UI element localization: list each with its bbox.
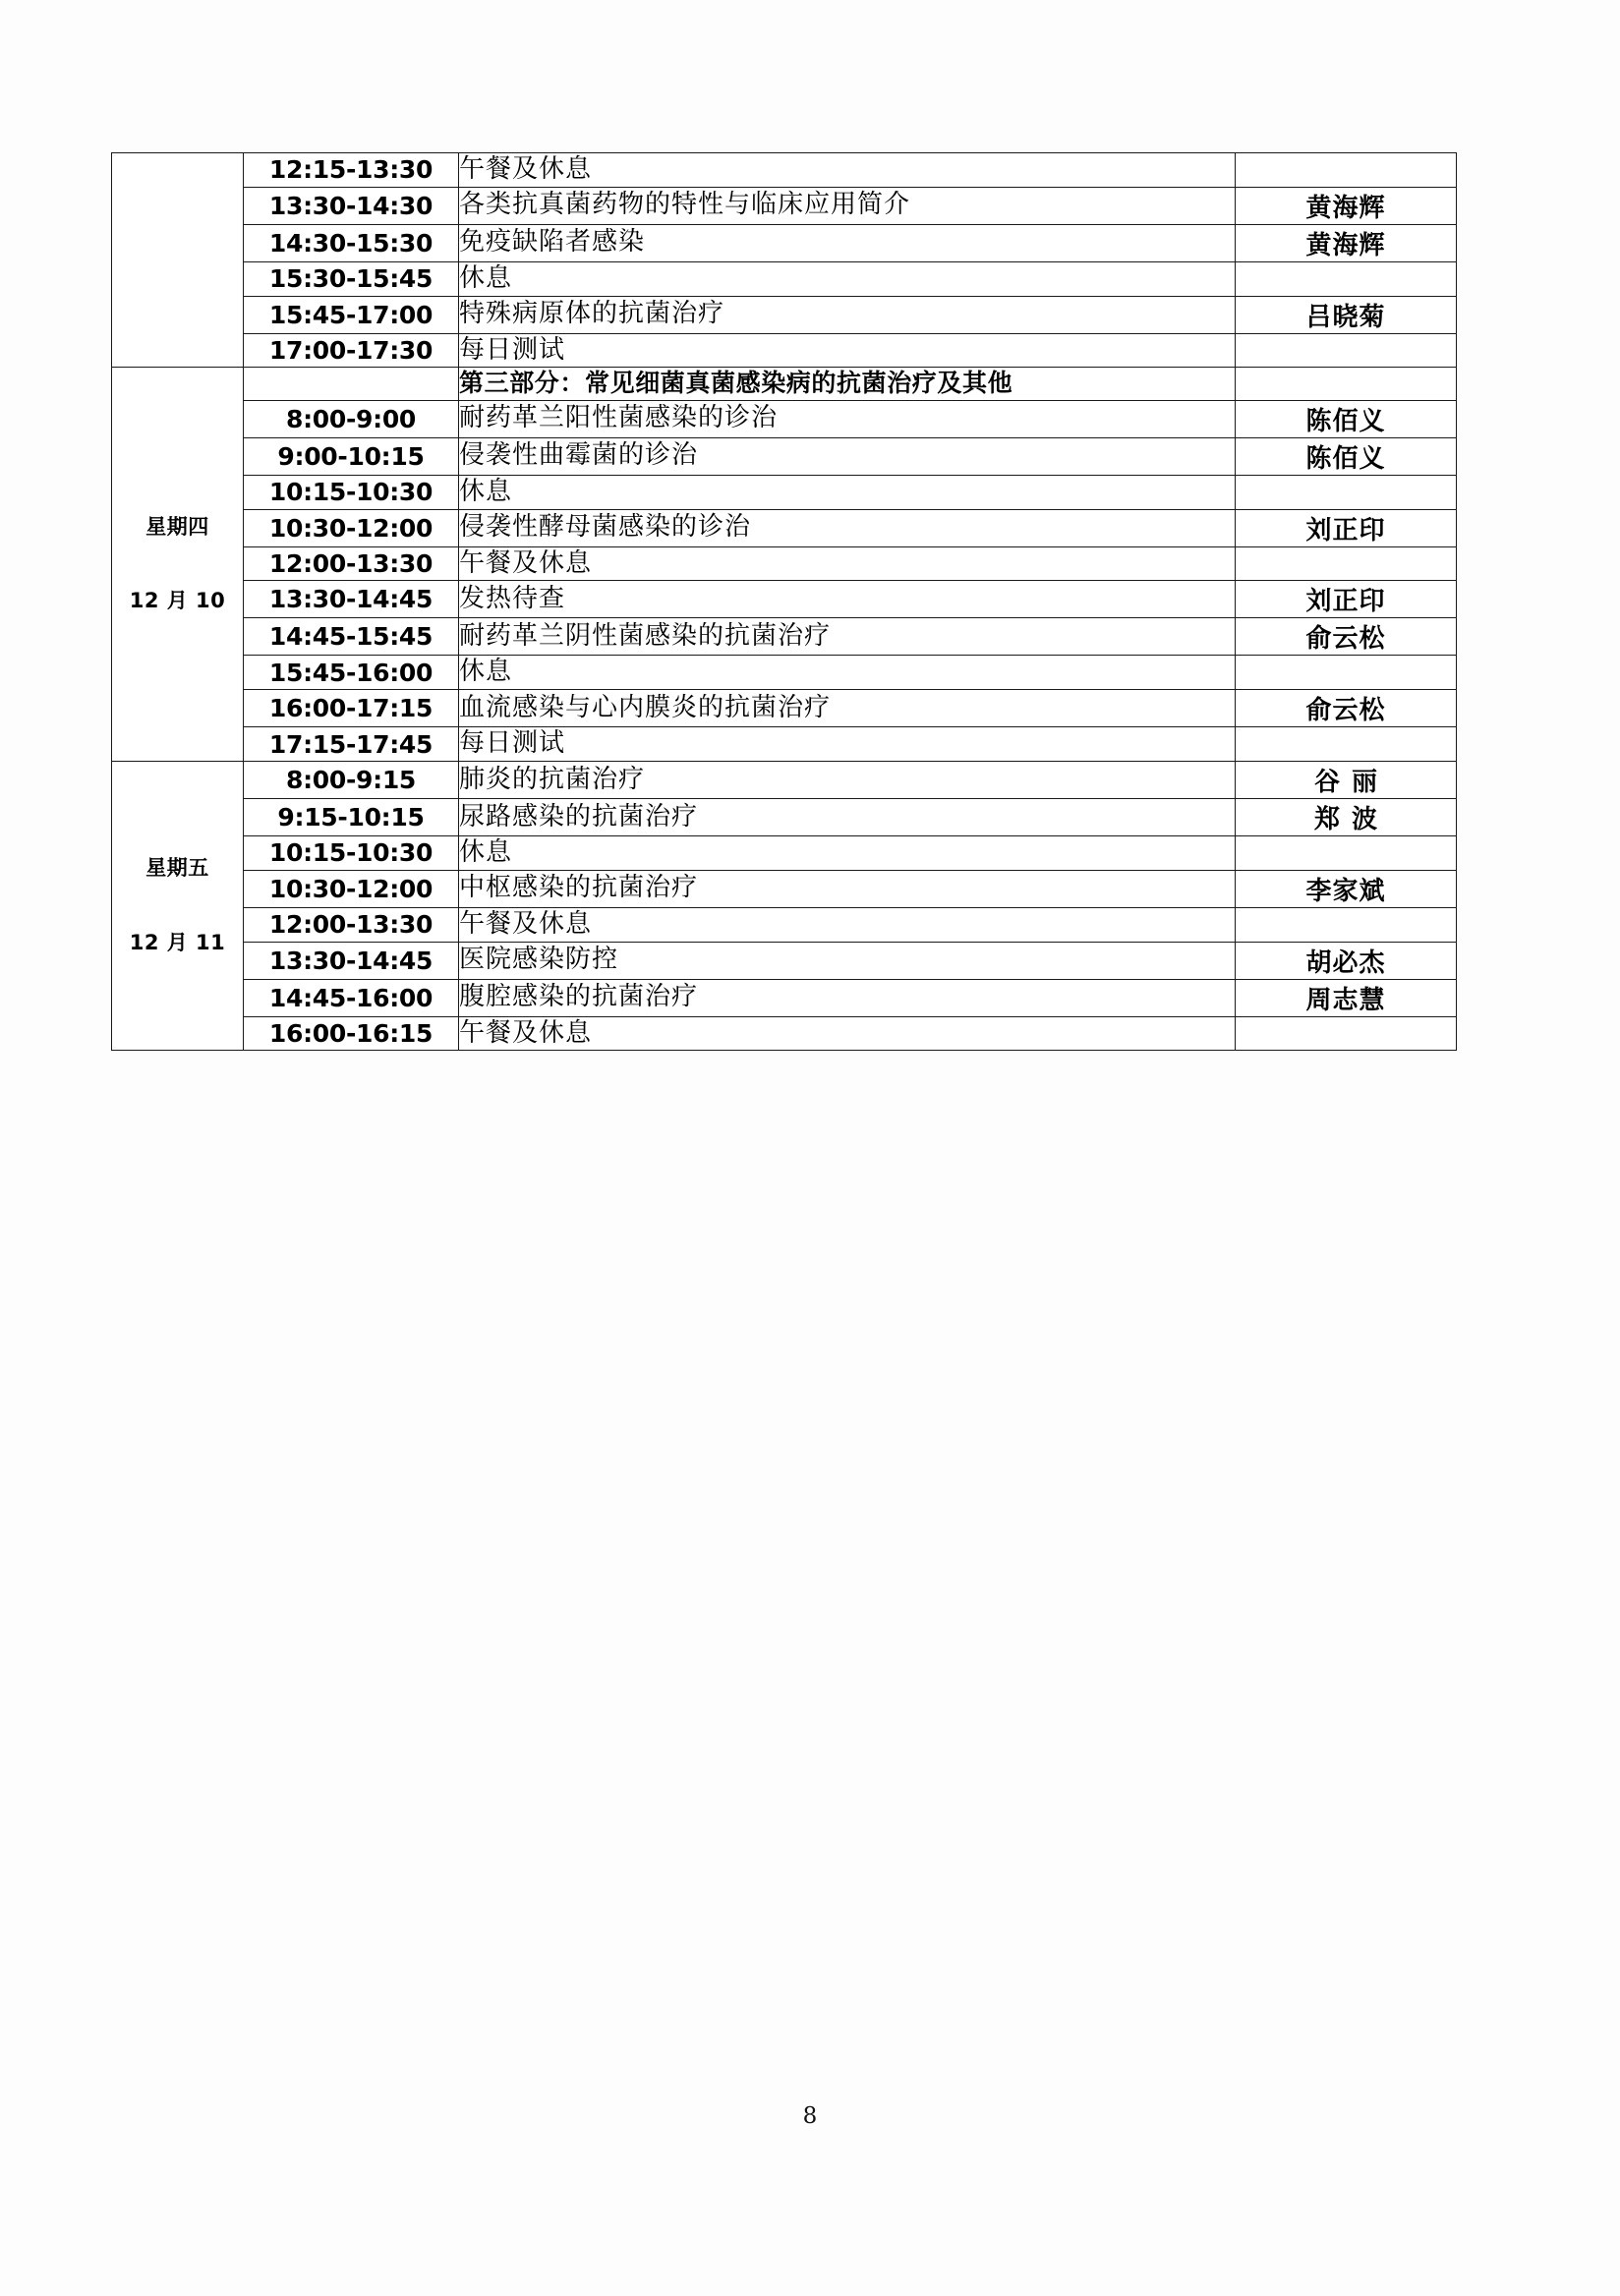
topic-cell: 每日测试 [459,333,1236,368]
topic-cell: 血流感染与心内膜炎的抗菌治疗 [459,690,1236,727]
day-cell [112,762,244,1051]
speaker-cell-empty [1236,836,1457,871]
table-row [112,836,1457,871]
time-cell: 15:45-17:00 [244,296,459,333]
table-row [112,581,1457,618]
day-of-week-label: 星期五 [145,856,209,881]
speaker-cell-empty [1236,907,1457,942]
speaker-cell: 刘正印 [1236,509,1457,546]
table-row [112,296,1457,333]
speaker-cell: 吕晓菊 [1236,296,1457,333]
time-cell: 16:00-17:15 [244,690,459,727]
speaker-cell-empty [1236,656,1457,690]
table-row [112,870,1457,907]
speaker-cell-empty [1236,153,1457,188]
topic-cell: 免疫缺陷者感染 [459,224,1236,261]
page-number: 8 [802,2103,818,2129]
speaker-cell-empty [1236,475,1457,509]
topic-cell: 侵袭性酵母菌感染的诊治 [459,509,1236,546]
time-cell: 14:30-15:30 [244,224,459,261]
table-row [112,368,1457,401]
topic-cell: 午餐及休息 [459,907,1236,942]
topic-cell: 午餐及休息 [459,153,1236,188]
table-row [112,727,1457,762]
topic-cell: 尿路感染的抗菌治疗 [459,799,1236,836]
topic-cell: 医院感染防控 [459,942,1236,979]
topic-cell: 休息 [459,656,1236,690]
time-cell: 12:15-13:30 [244,153,459,188]
topic-cell: 腹腔感染的抗菌治疗 [459,979,1236,1016]
time-cell: 17:15-17:45 [244,727,459,762]
speaker-cell: 黄海辉 [1236,187,1457,224]
day-cell-empty [112,153,244,368]
topic-cell: 发热待查 [459,581,1236,618]
table-row [112,942,1457,979]
speaker-cell-empty [1236,727,1457,762]
table-row [112,762,1457,799]
time-cell: 13:30-14:45 [244,581,459,618]
topic-cell: 侵袭性曲霉菌的诊治 [459,437,1236,475]
time-cell: 16:00-16:15 [244,1016,459,1051]
time-cell: 9:15-10:15 [244,799,459,836]
table-row [112,333,1457,368]
speaker-cell: 谷丽 [1236,762,1457,799]
topic-cell: 各类抗真菌药物的特性与临床应用简介 [459,187,1236,224]
speaker-cell-empty [1236,333,1457,368]
table-row [112,618,1457,656]
table-row [112,656,1457,690]
time-cell: 15:45-16:00 [244,656,459,690]
time-cell: 10:15-10:30 [244,836,459,871]
speaker-cell-empty [1236,261,1457,296]
time-cell: 13:30-14:45 [244,942,459,979]
table-row [112,153,1457,188]
section-heading-cell: 第三部分：常见细菌真菌感染病的抗菌治疗及其他 [459,368,1236,401]
day-of-week-label: 星期四 [145,514,209,539]
table-row [112,1016,1457,1051]
table-row [112,690,1457,727]
topic-cell: 中枢感染的抗菌治疗 [459,870,1236,907]
day-date-label: 12 月 10 [129,589,226,613]
time-cell: 13:30-14:30 [244,187,459,224]
time-cell: 10:30-12:00 [244,509,459,546]
table-row [112,261,1457,296]
time-cell: 14:45-16:00 [244,979,459,1016]
table-row [112,187,1457,224]
topic-cell: 特殊病原体的抗菌治疗 [459,296,1236,333]
speaker-cell: 胡必杰 [1236,942,1457,979]
topic-cell: 耐药革兰阴性菌感染的抗菌治疗 [459,618,1236,656]
speaker-cell: 俞云松 [1236,618,1457,656]
topic-cell: 每日测试 [459,727,1236,762]
topic-cell: 休息 [459,836,1236,871]
table-row [112,979,1457,1016]
topic-cell: 休息 [459,261,1236,296]
time-cell: 15:30-15:45 [244,261,459,296]
topic-cell: 耐药革兰阳性菌感染的诊治 [459,400,1236,437]
time-cell: 8:00-9:15 [244,762,459,799]
time-cell: 14:45-15:45 [244,618,459,656]
topic-cell: 休息 [459,475,1236,509]
time-cell: 10:15-10:30 [244,475,459,509]
time-cell: 10:30-12:00 [244,870,459,907]
speaker-cell: 周志慧 [1236,979,1457,1016]
time-cell: 9:00-10:15 [244,437,459,475]
speaker-cell-empty [1236,546,1457,581]
speaker-cell: 陈佰义 [1236,400,1457,437]
time-cell-empty [244,368,459,401]
time-cell: 17:00-17:30 [244,333,459,368]
schedule-table-body [112,153,1457,1051]
table-row [112,907,1457,942]
speaker-cell: 俞云松 [1236,690,1457,727]
speaker-cell: 陈佰义 [1236,437,1457,475]
day-cell [112,368,244,762]
schedule-table-container [111,152,1456,1051]
speaker-cell: 刘正印 [1236,581,1457,618]
table-row [112,437,1457,475]
table-row [112,509,1457,546]
speaker-cell-empty [1236,368,1457,401]
table-row [112,224,1457,261]
topic-cell: 午餐及休息 [459,546,1236,581]
day-date-label: 12 月 11 [129,930,226,954]
topic-cell: 肺炎的抗菌治疗 [459,762,1236,799]
table-row [112,400,1457,437]
course-schedule-table [111,152,1457,1051]
table-row [112,475,1457,509]
time-cell: 8:00-9:00 [244,400,459,437]
time-cell: 12:00-13:30 [244,907,459,942]
speaker-cell: 郑波 [1236,799,1457,836]
topic-cell: 午餐及休息 [459,1016,1236,1051]
table-row [112,546,1457,581]
time-cell: 12:00-13:30 [244,546,459,581]
speaker-cell-empty [1236,1016,1457,1051]
table-row [112,799,1457,836]
speaker-cell: 李家斌 [1236,870,1457,907]
speaker-cell: 黄海辉 [1236,224,1457,261]
